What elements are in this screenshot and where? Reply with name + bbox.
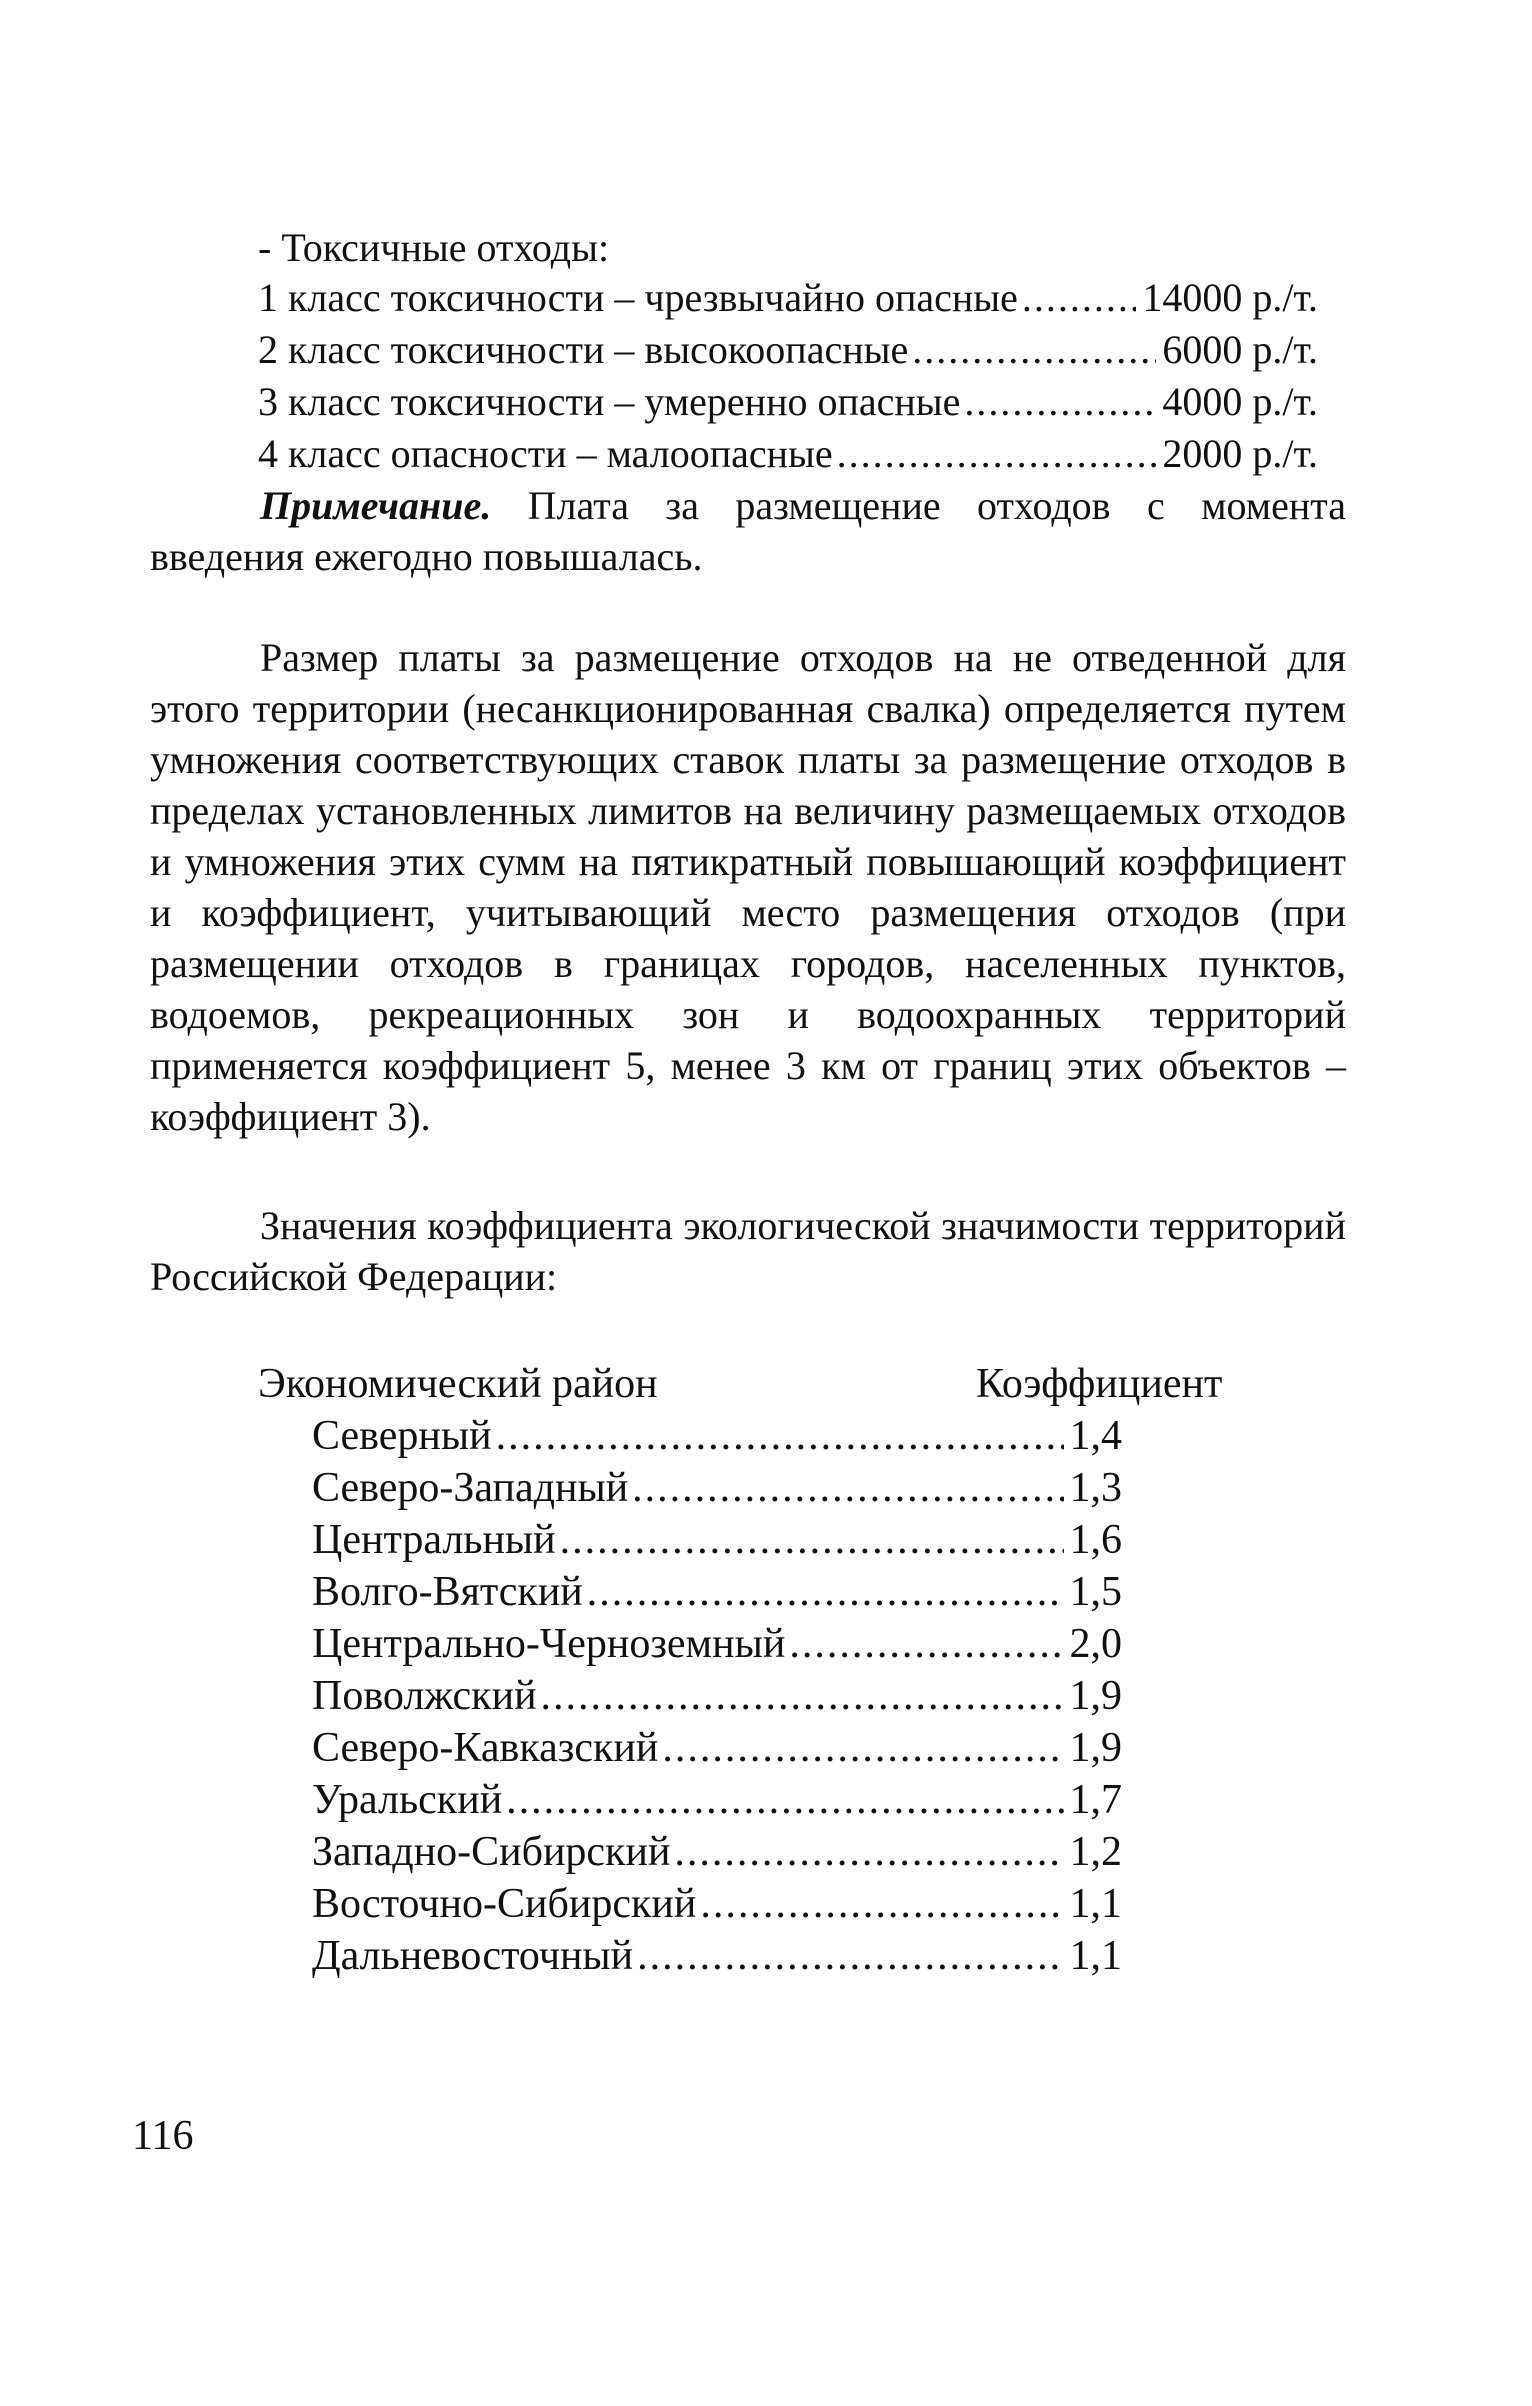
- region-coefficient: 1,5: [1069, 1569, 1122, 1615]
- leader-dots: [789, 1618, 1063, 1670]
- region-coefficient: 1,2: [1069, 1829, 1122, 1875]
- column-header-coefficient: Коэффициент: [976, 1361, 1223, 1407]
- table-row: [312, 1618, 1122, 1670]
- page-number: 116: [132, 2113, 194, 2159]
- note-text: Плата за размещение отходов с момента введения ежегодно повышалась.: [150, 483, 1346, 579]
- table-row: [312, 1826, 1122, 1878]
- toxic-class-row: [258, 272, 1318, 324]
- table-row: [312, 1670, 1122, 1722]
- region-coefficient: 1,6: [1069, 1517, 1122, 1563]
- region-name: Центрально-Черноземный: [312, 1621, 786, 1667]
- leader-dots: [506, 1774, 1063, 1826]
- region-name: Поволжский: [312, 1673, 537, 1719]
- table-row: [312, 1566, 1122, 1618]
- region-name: Уральский: [312, 1777, 503, 1823]
- toxic-class-label: 4 класс опасности – малоопасные: [258, 431, 833, 476]
- leader-dots: [496, 1410, 1064, 1462]
- toxic-class-row: [258, 428, 1318, 480]
- leader-dots: [541, 1670, 1064, 1722]
- region-name: Северо-Западный: [312, 1465, 629, 1511]
- table-row: [312, 1514, 1122, 1566]
- toxic-class-row: [258, 324, 1318, 376]
- region-coefficient: 1,9: [1069, 1673, 1122, 1719]
- leader-dots: [632, 1462, 1063, 1514]
- leader-dots: [1022, 272, 1136, 324]
- toxic-class-rate: 6000 р./т.: [1162, 327, 1318, 372]
- region-coefficient: 1,1: [1069, 1881, 1122, 1927]
- table-row: [312, 1930, 1122, 1982]
- region-coefficient: 1,4: [1069, 1413, 1122, 1459]
- leader-dots: [912, 324, 1156, 376]
- toxic-class-label: 2 класс токсичности – высокоопасные: [258, 327, 909, 372]
- region-coefficient: 2,0: [1069, 1621, 1122, 1667]
- note-paragraph: [150, 480, 1346, 582]
- body-paragraph: Размер платы за размещение отходов на не отведенной для этого территории (несанкционированная свалка) определяется путем умножения соответствующих ставок платы за размещение отходов в пределах установленных лимитов на величину размещаемых отходов и умножения этих сумм на пятикратный повышающий коэффициент и коэффициент, учитывающий место размещения отходов (при размещении отходов в границах городов, населенных пунктов, водоемов, рекреационных зон и водоохранных территорий применяется коэффициент 5, менее 3 км от границ этих объектов – коэффициент 3).: [150, 635, 1346, 1139]
- leader-dots: [587, 1566, 1064, 1618]
- region-name: Центральный: [312, 1517, 556, 1563]
- coefficient-intro: Значения коэффициента экологической значимости территорий Российской Федерации:: [150, 1203, 1346, 1299]
- leader-dots: [637, 1930, 1063, 1982]
- table-row: [312, 1878, 1122, 1930]
- note-label: Примечание.: [260, 483, 492, 528]
- column-header-region: Экономический район: [258, 1361, 658, 1407]
- table-row: [312, 1410, 1122, 1462]
- toxic-class-rate: 2000 р./т.: [1162, 431, 1318, 476]
- table-row: [312, 1462, 1122, 1514]
- table-row: [312, 1774, 1122, 1826]
- toxic-class-rate: 4000 р./т.: [1162, 379, 1318, 424]
- region-coefficient: 1,1: [1069, 1933, 1122, 1979]
- toxic-class-label: 1 класс токсичности – чрезвычайно опасные: [258, 275, 1018, 320]
- region-name: Северо-Кавказский: [312, 1725, 659, 1771]
- leader-dots: [964, 376, 1156, 428]
- region-name: Северный: [312, 1413, 492, 1459]
- region-coefficient: 1,7: [1069, 1777, 1122, 1823]
- region-coefficient: 1,9: [1069, 1725, 1122, 1771]
- region-name: Волго-Вятский: [312, 1569, 583, 1615]
- table-row: [312, 1722, 1122, 1774]
- leader-dots: [700, 1878, 1063, 1930]
- leader-dots: [560, 1514, 1064, 1566]
- leader-dots: [662, 1722, 1063, 1774]
- region-name: Восточно-Сибирский: [312, 1881, 697, 1927]
- region-name: Дальневосточный: [312, 1933, 634, 1979]
- toxic-class-row: [258, 376, 1318, 428]
- toxic-class-rate: 14000 р./т.: [1142, 275, 1318, 320]
- leader-dots: [837, 428, 1157, 480]
- toxic-class-label: 3 класс токсичности – умеренно опасные: [258, 379, 961, 424]
- leader-dots: [674, 1826, 1063, 1878]
- region-coefficient: 1,3: [1069, 1465, 1122, 1511]
- region-name: Западно-Сибирский: [312, 1829, 671, 1875]
- toxic-waste-heading: - Токсичные отходы:: [258, 225, 610, 270]
